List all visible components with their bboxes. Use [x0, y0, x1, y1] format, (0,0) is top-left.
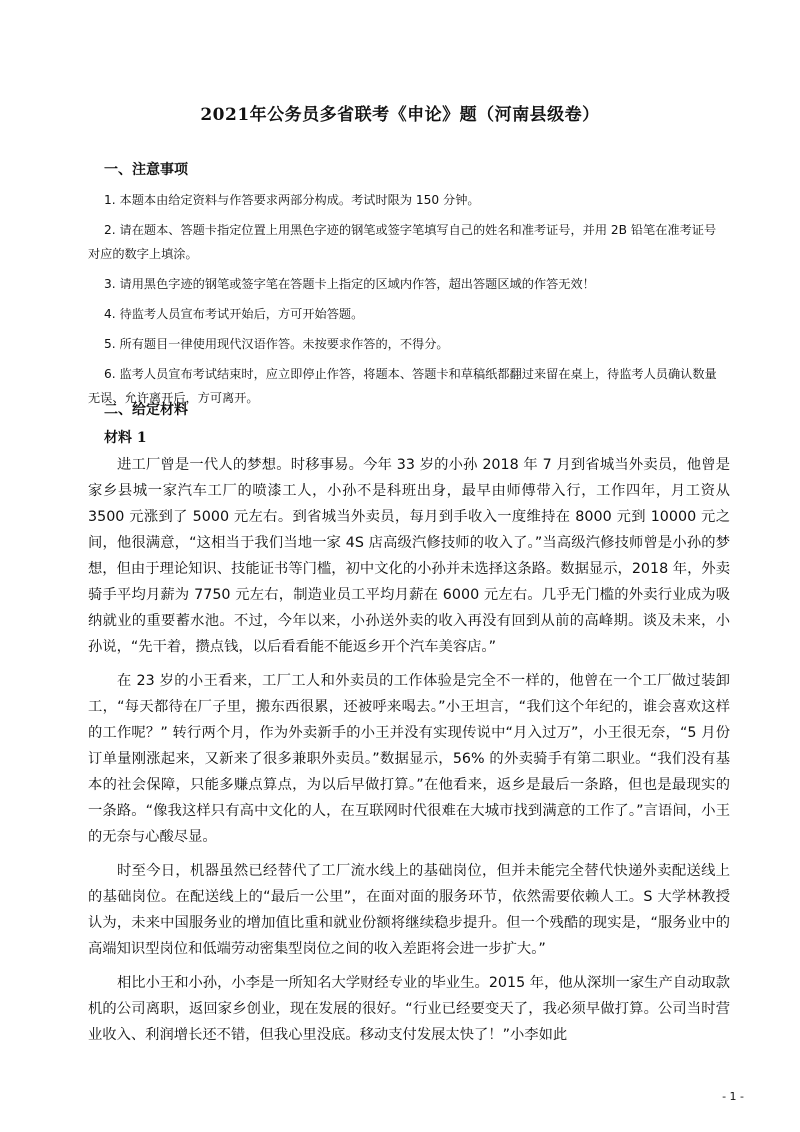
material-paragraph: 在 23 岁的小王看来，工厂工人和外卖员的工作体验是完全不一样的，他曾在一个工厂做过装卸工，“每天都待在厂子里，搬东西很累，还被呼来喝去。”小王坦言，“我们这个年纪的，谁会喜欢这样的工作呢？” 转行两个月，作为外卖新手的小王并没有实现传说中“月入过万”，小王很无奈，“5 月份订单量刚涨起来，又新来了很多兼职外卖员。”数据显示，56% 的外卖骑手有第二职业。“我们没有基本的社会保障，只能多赚点算点，为以后早做打算。”在他看来，返乡是最后一条路，但也是最现实的一条路。“像我这样只有高中文化的人，在互联网时代很难在大城市找到满意的工作了。”言语间，小王的无奈与心酸尽显。 — [88, 673, 730, 845]
material-body — [88, 452, 730, 1056]
note-item: 3. 请用黑色字迹的钢笔或签字笔在答题卡上指定的区域内作答，超出答题区域的作答无效！ — [104, 277, 595, 291]
material-paragraph: 时至今日，机器虽然已经替代了工厂流水线上的基础岗位，但并未能完全替代快递外卖配送线上的基础岗位。在配送线上的“最后一公里”，在面对面的服务环节，依然需要依赖人工。S 大学林教授认为，未来中国服务业的增加值比重和就业份额将继续稳步提升。但一个残酷的现实是，“服务业中的高端知识型岗位和低端劳动密集型岗位之间的收入差距将会进一步扩大。” — [88, 863, 730, 957]
section-heading-notes: 一、注意事项 — [104, 162, 188, 178]
note-item: 4. 待监考人员宣布考试开始后，方可开始答题。 — [104, 307, 364, 321]
note-item: 5. 所有题目一律使用现代汉语作答。未按要求作答的，不得分。 — [104, 337, 449, 351]
note-item: 6. 监考人员宣布考试结束时，应立即停止作答，将题本、答题卡和草稿纸都翻过来留在桌上，待监考人员确认数量无误、允许离开后，方可离开。 — [88, 367, 717, 405]
note-item: 2. 请在题本、答题卡指定位置上用黑色字迹的钢笔或签字笔填写自己的姓名和准考证号，并用 2B 铅笔在准考证号对应的数字上填涂。 — [88, 223, 717, 261]
section-heading-materials: 二、给定材料 — [104, 402, 188, 418]
page-number: - 1 - — [722, 1090, 744, 1103]
notes-section — [88, 160, 728, 416]
material-title: 材料 1 — [104, 430, 147, 446]
material-paragraph: 进工厂曾是一代人的梦想。时移事易。今年 33 岁的小孙 2018 年 7 月到省城当外卖员，他曾是家乡县城一家汽车工厂的喷漆工人，小孙不是科班出身，最早由师傅带入行，工作四年，月工资从 3500 元涨到了 5000 元左右。到省城当外卖员，每月到手收入一度维持在 8000 元到 10000 元之间，他很满意，“这相当于我们当地一家 4S 店高级汽修技师的收入了。”当高级汽修技师曾是小孙的梦想，但由于理论知识、技能证书等门槛，初中文化的小孙并未选择这条路。数据显示，2018 年，外卖骑手平均月薪为 7750 元左右，制造业员工平均月薪在 6000 元左右。几乎无门槛的外卖行业成为吸纳就业的重要蓄水池。不过，今年以来，小孙送外卖的收入再没有回到从前的高峰期。谈及未来，小孙说，“先干着，攒点钱，以后看看能不能返乡开个汽车美容店。” — [88, 457, 730, 655]
document-title: 2021年公务员多省联考《申论》题（河南县级卷） — [200, 105, 600, 125]
note-item: 1. 本题本由给定资料与作答要求两部分构成。考试时限为 150 分钟。 — [104, 193, 480, 207]
material-paragraph: 相比小王和小孙，小李是一所知名大学财经专业的毕业生。2015 年，他从深圳一家生产自动取款机的公司离职，返回家乡创业，现在发展的很好。“行业已经要变天了，我必须早做打算。公司当时营业收入、利润增长还不错，但我心里没底。移动支付发展太快了！”小李如此 — [88, 975, 730, 1043]
